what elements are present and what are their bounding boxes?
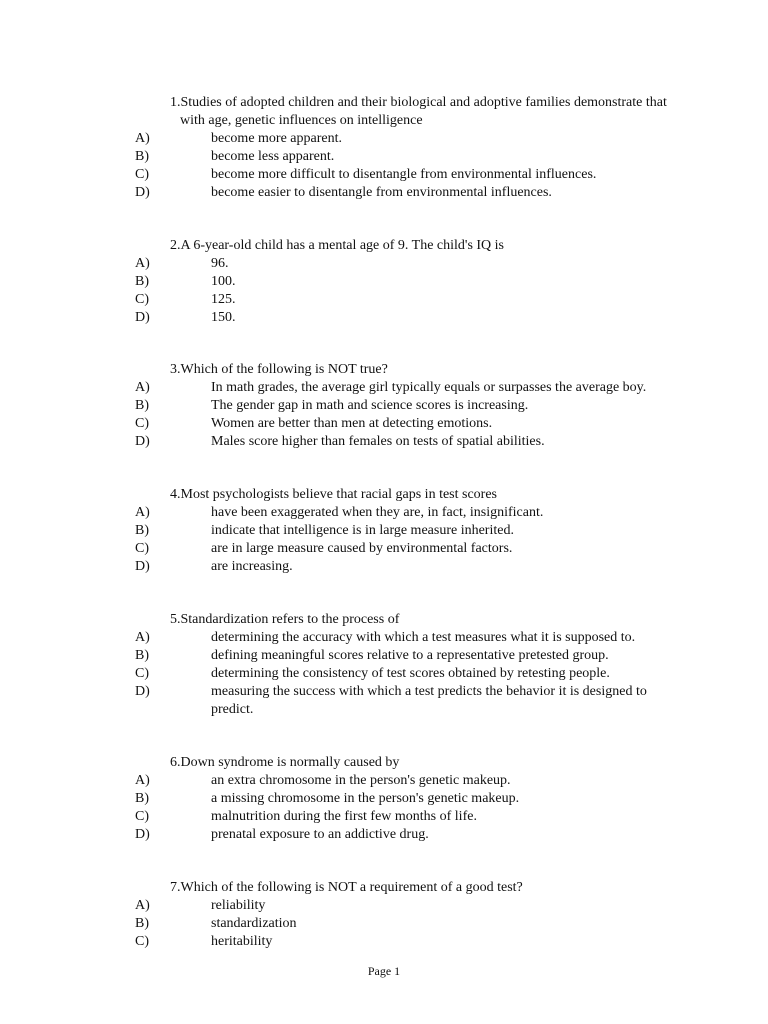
answer-option (0, 504, 768, 522)
answer-option (0, 915, 768, 933)
option-letter: D) (135, 827, 150, 842)
question-stem (170, 879, 710, 897)
answer-option (0, 255, 768, 273)
answer-option (0, 309, 768, 327)
option-letter: B) (135, 523, 149, 538)
question-4 (0, 486, 768, 576)
option-letter: C) (135, 541, 149, 556)
option-letter: B) (135, 274, 149, 289)
option-letter: D) (135, 434, 150, 449)
answer-option (0, 558, 768, 576)
question-stem-line: 4.Most psychologists believe that racial gaps in test scores (170, 487, 497, 502)
option-letter: B) (135, 791, 149, 806)
option-text: prenatal exposure to an addictive drug. (211, 827, 429, 842)
answer-option (0, 379, 768, 397)
answer-option (0, 933, 768, 951)
answer-option (0, 683, 768, 719)
answer-option (0, 772, 768, 790)
option-text: defining meaningful scores relative to a representative pretested group. (211, 648, 609, 663)
option-letter: A) (135, 131, 150, 146)
option-text: In math grades, the average girl typically equals or surpasses the average boy. (211, 380, 647, 395)
answer-option (0, 897, 768, 915)
answer-option (0, 184, 768, 202)
answer-option (0, 433, 768, 451)
option-text: heritability (211, 934, 273, 949)
answer-option (0, 522, 768, 540)
option-text: become less apparent. (211, 149, 335, 164)
option-text: are in large measure caused by environmental factors. (211, 541, 513, 556)
question-3 (0, 361, 768, 451)
question-stem-line: 5.Standardization refers to the process of (170, 612, 400, 627)
question-stem-line: 1.Studies of adopted children and their biological and adoptive families demonstrate that (170, 95, 667, 110)
question-stem-line: 7.Which of the following is NOT a requirement of a good test? (170, 880, 523, 895)
option-text: 150. (211, 310, 236, 325)
question-stem (170, 611, 710, 629)
option-text: a missing chromosome in the person's genetic makeup. (211, 791, 520, 806)
option-text: reliability (211, 898, 266, 913)
option-letter: C) (135, 292, 149, 307)
page-number-footer: Page 1 (367, 964, 401, 978)
answer-option (0, 540, 768, 558)
option-text: determining the accuracy with which a test measures what it is supposed to. (211, 630, 636, 645)
option-text: measuring the success with which a test predicts the behavior it is designed to predict. (211, 684, 647, 717)
answer-option (0, 415, 768, 433)
option-letter: B) (135, 648, 149, 663)
option-letter: A) (135, 630, 150, 645)
question-stem-line: 3.Which of the following is NOT true? (170, 362, 388, 377)
option-text: determining the consistency of test scores obtained by retesting people. (211, 666, 610, 681)
option-letter: A) (135, 773, 150, 788)
option-letter: C) (135, 416, 149, 431)
answer-option (0, 273, 768, 291)
option-letter: D) (135, 559, 150, 574)
option-text: become more apparent. (211, 131, 342, 146)
option-letter: C) (135, 809, 149, 824)
option-text: become more difficult to disentangle from environmental influences. (211, 167, 597, 182)
option-text: are increasing. (211, 559, 293, 574)
answer-option (0, 826, 768, 844)
option-letter: B) (135, 398, 149, 413)
option-text: indicate that intelligence is in large measure inherited. (211, 523, 514, 538)
answer-option (0, 130, 768, 148)
answer-option (0, 665, 768, 683)
option-text: Males score higher than females on tests of spatial abilities. (211, 434, 545, 449)
option-letter: A) (135, 256, 150, 271)
option-letter: B) (135, 149, 149, 164)
question-7 (0, 879, 768, 951)
question-6 (0, 754, 768, 844)
question-1 (0, 94, 768, 202)
option-text: standardization (211, 916, 297, 931)
answer-option (0, 808, 768, 826)
answer-option (0, 397, 768, 415)
option-text: an extra chromosome in the person's genetic makeup. (211, 773, 511, 788)
option-text: The gender gap in math and science scores is increasing. (211, 398, 529, 413)
option-letter: C) (135, 666, 149, 681)
option-text: malnutrition during the first few months of life. (211, 809, 477, 824)
question-stem-line: 2.A 6-year-old child has a mental age of 9. The child's IQ is (170, 238, 505, 253)
option-letter: D) (135, 310, 150, 325)
question-2 (0, 237, 768, 327)
option-letter: A) (135, 380, 150, 395)
answer-option (0, 647, 768, 665)
option-letter: D) (135, 185, 150, 200)
option-letter: C) (135, 167, 149, 182)
answer-option (0, 148, 768, 166)
answer-option (0, 790, 768, 808)
question-stem (170, 361, 710, 379)
option-text: 125. (211, 292, 236, 307)
question-stem (170, 754, 710, 772)
option-letter: B) (135, 916, 149, 931)
question-stem (170, 94, 710, 130)
option-letter: C) (135, 934, 149, 949)
answer-option (0, 291, 768, 309)
question-stem (170, 486, 710, 504)
option-text: 96. (211, 256, 229, 271)
option-text: become easier to disentangle from environmental influences. (211, 185, 552, 200)
question-stem-line: 6.Down syndrome is normally caused by (170, 755, 400, 770)
question-5 (0, 611, 768, 719)
option-text: have been exaggerated when they are, in fact, insignificant. (211, 505, 544, 520)
option-letter: D) (135, 684, 150, 699)
question-stem (170, 237, 710, 255)
option-text: Women are better than men at detecting emotions. (211, 416, 493, 431)
answer-option (0, 166, 768, 184)
answer-option (0, 629, 768, 647)
option-text: 100. (211, 274, 236, 289)
option-letter: A) (135, 505, 150, 520)
question-stem-line: with age, genetic influences on intelligence (180, 113, 423, 128)
option-letter: A) (135, 898, 150, 913)
